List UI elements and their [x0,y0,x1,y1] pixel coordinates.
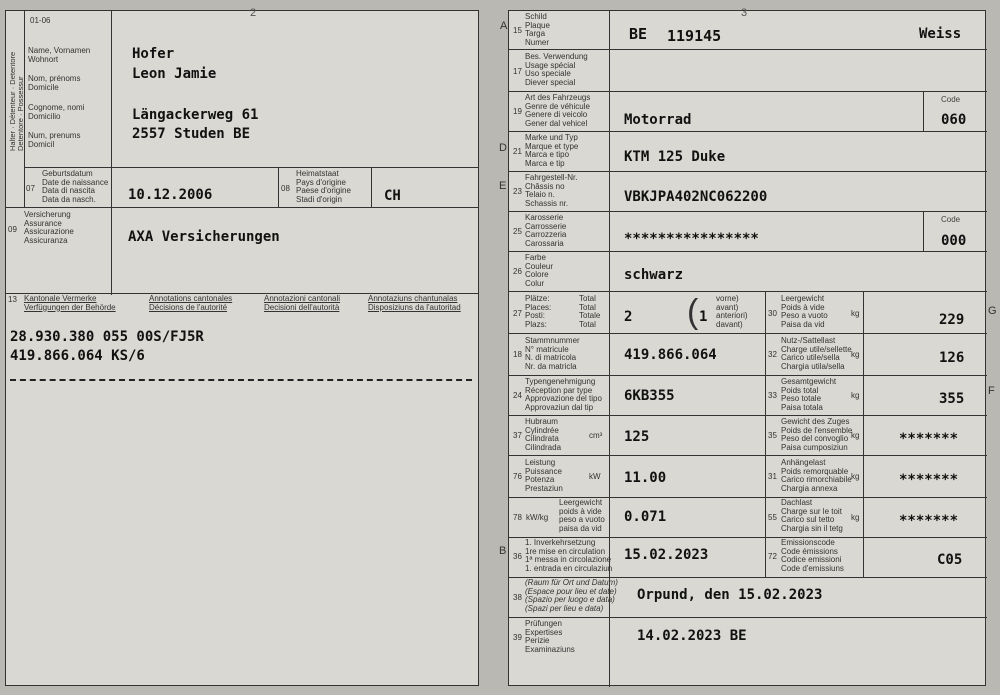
place-date-labels: (Raum für Ort und Datum) (Espace pour lieu et date) (Spazio per luogo e data) (Spazi per lieu e data) [525,578,618,613]
side-letter-a: A [500,20,508,32]
roof-load-labels: Dachlast Charge sur le toit Carico sul tetto Chargia sin il tetg [781,498,843,533]
note-line-1: 28.930.380 055 00S/FJ5R [10,329,204,345]
vehicle-type: Motorrad [624,112,692,128]
seats-bracket: ( [687,293,699,331]
origin-labels: Heimatstaat Pays d'origine Paese d'origine Stadi d'origin [296,169,351,204]
section-code: 01-06 [30,16,51,25]
field-num-78: 78 [513,513,522,522]
left-page [5,7,479,686]
vehicle-type-labels: Art des Fahrzeugs Genre de véhicule Genere di veicolo Gener dal vehicel [525,93,591,128]
make-model-labels: Marke und Typ Marque et type Marca e tipo Marca e tip [525,133,579,168]
total-weight-labels: Gesamtgewicht Poids total Peso totale Paisa totala [781,377,837,412]
type-approval: 6KB355 [624,388,675,404]
vehicle-type-code: 060 [941,112,967,128]
holder-side-label: Halter · Détenteur · Detentore [8,51,17,151]
field-num-32: 32 [768,350,777,359]
empty-weight-labels: Leergewicht Poids à vide Peso a vuoto Paisa da vid [781,294,828,329]
field-num-72: 72 [768,552,777,561]
seats-front-labels: vorne) avant) anteriori) davant) [716,294,748,329]
side-letter-f: F [988,385,995,397]
empty-weight: 229 [939,312,965,328]
field-num-08: 08 [281,184,290,193]
field-num-76: 76 [513,472,522,481]
page-number-right: 3 [741,7,748,19]
field-num-21: 21 [513,147,522,156]
field-num-24: 24 [513,391,522,400]
field-num-36: 36 [513,552,522,561]
insurance-company: AXA Versicherungen [128,229,280,245]
roof-load-unit: kg [851,513,860,522]
matriculation-labels: Stammnummer N° matricule N. di matricola Nr. da matricla [525,336,580,371]
note-dash-line [10,379,472,381]
seats-labels: Plätze: Places: Posti: Plazs: [525,294,552,329]
make-model: KTM 125 Duke [624,149,726,165]
chassis-labels: Fahrgestell-Nr. Châssis no Telaio n. Schassis nr. [525,173,578,208]
side-letter-d: D [499,142,507,154]
field-num-27: 27 [513,309,522,318]
page-number-left: 2 [250,7,257,19]
name-labels-rm: Num, prenums Domicil [28,131,81,149]
power-unit: kW [589,472,601,481]
insurance-labels: Versicherung Assurance Assicurazione Assicuranza [24,210,74,245]
power-weight-ratio: 0.071 [624,509,667,525]
train-weight-labels: Gewicht des Zuges Poids de l'ensemble Peso del convoglio Paisa cumposiziun [781,417,853,452]
holder-street: Längackerweg 61 [132,107,259,123]
inspection-labels: Prüfungen Expertises Perizie Examinaziuns [525,619,575,654]
train-weight-unit: kg [851,431,860,440]
name-labels: Name, Vornamen Wohnort [28,46,91,64]
trailer-load-unit: kg [851,472,860,481]
side-letter-b: B [499,545,507,557]
field-num-23: 23 [513,187,522,196]
field-num-07: 07 [26,184,35,193]
plate-canton: BE [629,25,648,43]
holder-surname: Hofer [132,46,175,62]
notes-header-de: Kantonale Vermerke Verfügungen der Behörde [24,294,116,312]
power-labels: Leistung Puissance Potenza Prestaziun [525,458,563,493]
field-num-39: 39 [513,633,522,642]
field-num-37: 37 [513,431,522,440]
field-num-31: 31 [768,472,777,481]
notes-header-it: Annotazioni cantonali Decisioni dell'autorità [264,294,341,312]
note-line-2: 419.866.064 KS/6 [10,348,145,364]
place-and-date: Orpund, den 15.02.2023 [637,587,823,603]
birth-date: 10.12.2006 [128,187,213,203]
side-letter-g: G [988,305,997,317]
notes-header-fr: Annotations cantonales Décisions de l'autorité [149,294,233,312]
field-num-17: 17 [513,67,522,76]
field-num-15: 15 [513,26,522,35]
emission-code-labels: Emissionscode Code émissions Codice emissioni Code d'emissiuns [781,538,844,573]
seats-front: 1 [699,309,708,325]
field-num-33: 33 [768,391,777,400]
roof-load: ******* [899,513,959,529]
total-weight-unit: kg [851,391,860,400]
power: 11.00 [624,470,667,486]
field-num-25: 25 [513,227,522,236]
trailer-load: ******* [899,472,959,488]
code-label-25: Code [941,215,961,224]
origin-country: CH [384,188,401,204]
seats-total-labels: Total Total Totale Total [579,294,601,329]
payload: 126 [939,350,965,366]
name-labels-fr: Nom, prénoms Domicile [28,74,81,92]
field-num-18: 18 [513,350,522,359]
plate-labels: Schild Plaque Targa Numer [525,12,550,47]
first-registration-date: 15.02.2023 [624,547,709,563]
payload-labels: Nutz-/Sattellast Charge utile/sellette Carico utile/sella Chargia utila/sella [781,336,852,371]
plate-number: 119145 [667,27,722,45]
field-num-55: 55 [768,513,777,522]
inspection-date: 14.02.2023 BE [637,628,747,644]
name-labels-it: Cognome, nomi Domicilio [28,103,85,121]
displacement-labels: Hubraum Cylindrée Cilindrata Cilindrada [525,417,562,452]
special-use-labels: Bes. Verwendung Usage spécial Uso speciale Diever special [525,52,588,87]
power-weight-unit: kW/kg [526,513,549,522]
total-weight: 355 [939,391,965,407]
body-code: 000 [941,233,967,249]
matriculation-number: 419.866.064 [624,347,717,363]
chassis-number: VBKJPA402NC062200 [624,189,768,205]
code-label-19: Code [941,95,961,104]
holder-given-names: Leon Jamie [132,66,217,82]
first-registration-labels: 1. Inverkehrsetzung 1re mise en circulation 1ª messa in circolazione 1. entrada en circulaziun [525,538,613,573]
body-labels: Karosserie Carrosserie Carrozzeria Carossaria [525,213,567,248]
train-weight: ******* [899,431,959,447]
body-type: **************** [624,231,759,247]
holder-city: 2557 Studen BE [132,126,251,142]
field-num-09: 09 [8,225,17,234]
field-num-30: 30 [768,309,777,318]
type-approval-labels: Typengenehmigung Réception par type Approvazione del tipo Approvaziun dal tip [525,377,602,412]
emission-code: C05 [937,552,963,568]
holder-side-label-2: Detentore · Possessur [16,76,25,151]
field-num-35: 35 [768,431,777,440]
color-labels: Farbe Couleur Colore Colur [525,253,554,288]
side-letter-e: E [499,180,507,192]
field-num-26: 26 [513,267,522,276]
field-num-13: 13 [8,295,17,304]
notes-header-rm: Annotaziuns chantunalas Disposiziuns da l'autoritad [368,294,461,312]
empty-weight-unit: kg [851,309,860,318]
vehicle-color: schwarz [624,267,684,283]
displacement-unit: cm³ [589,431,603,440]
power-weight-labels: Leergewicht poids à vide peso a vuoto paisa da vid [559,498,605,533]
displacement: 125 [624,429,650,445]
trailer-load-labels: Anhängelast Poids remorquable Carico rimorchiabile Chargia annexa [781,458,852,493]
birth-labels: Geburtsdatum Date de naissance Data di nascita Data da nasch. [42,169,109,204]
plate-color: Weiss [919,26,962,42]
field-num-19: 19 [513,107,522,116]
seats-total: 2 [624,309,633,325]
payload-unit: kg [851,350,860,359]
right-page [508,7,986,686]
field-num-38: 38 [513,593,522,602]
